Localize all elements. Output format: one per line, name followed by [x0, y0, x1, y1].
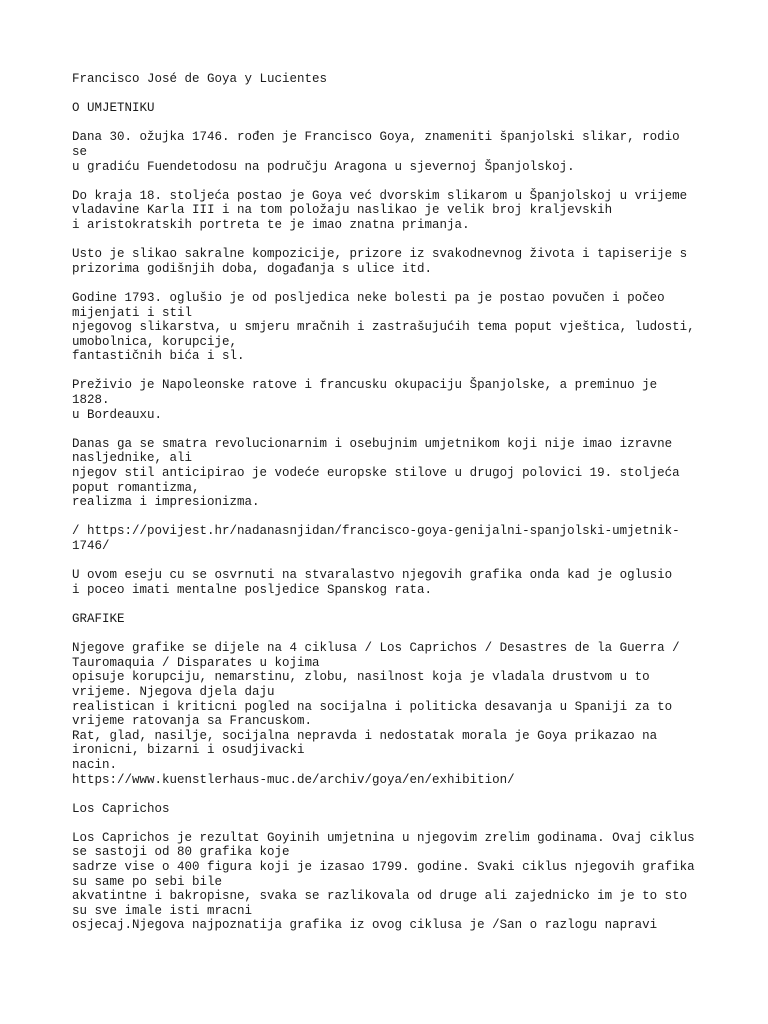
- text-line: nasljednike, ali: [72, 451, 193, 466]
- text-line: u gradiću Fuendetodosu na području Aragona u sjevernoj Španjolskoj.: [72, 159, 575, 174]
- text-line: 1828.: [72, 393, 110, 408]
- text-line: Los Caprichos je rezultat Goyinih umjetnina u njegovim zrelim godinama. Ovaj ciklus: [72, 830, 695, 845]
- text-line: vladavine Karla III i na tom položaju naslikao je velik broj kraljevskih: [72, 203, 613, 218]
- text-line: realistican i kriticni pogled na socijalna i politicka desavanja u Spaniji za to: [72, 699, 673, 714]
- text-line: su same po sebi bile: [72, 874, 223, 889]
- paragraph-legacy: [72, 437, 712, 510]
- paragraph-sacral-compositions: [72, 247, 712, 276]
- blank-line: [72, 816, 712, 831]
- paragraph-napoleonic-wars: [72, 378, 712, 422]
- text-line: Do kraja 18. stoljeća postao je Goya već dvorskim slikarom u Španjolskoj u vrijeme: [72, 188, 688, 203]
- section-heading-los-caprichos: Los Caprichos: [72, 801, 170, 816]
- text-line: Preživio je Napoleonske ratove i francusku okupaciju Španjolske, a preminuo je: [72, 378, 658, 393]
- text-line: se sastoji od 80 grafika koje: [72, 845, 290, 860]
- text-line: njegovog slikarstva, u smjeru mračnih i zastrašujućih tema poput vještica, ludosti,: [72, 320, 695, 335]
- text-line: su sve imale isti mracni: [72, 903, 253, 918]
- text-line: Tauromaquia / Disparates u kojima: [72, 655, 320, 670]
- text-line: Godine 1793. oglušio je od posljedica neke bolesti pa je postao povučen i počeo: [72, 290, 665, 305]
- text-line: Danas ga se smatra revolucionarnim i osebujnim umjetnikom koji nije imao izravne: [72, 436, 673, 451]
- text-line: mijenjati i stil: [72, 305, 193, 320]
- text-line: Njegove grafike se dijele na 4 ciklusa / Los Caprichos / Desastres de la Guerra /: [72, 641, 680, 656]
- text-line: Usto je slikao sakralne kompozicije, prizore iz svakodnevnog života i tapiserije s: [72, 247, 688, 262]
- source-url-kuenstlerhaus: https://www.kuenstlerhaus-muc.de/archiv/goya/en/exhibition/: [72, 772, 515, 787]
- text-line: poput romantizma,: [72, 480, 200, 495]
- text-line: nacin.: [72, 757, 118, 772]
- blank-line: [72, 87, 712, 102]
- text-line: realizma i impresionizma.: [72, 495, 260, 510]
- text-line: osjecaj.Njegova najpoznatija grafika iz ovog ciklusa je /San o razlogu napravi: [72, 918, 658, 933]
- text-line: i poceo imati mentalne posljedice Spanskog rata.: [72, 582, 433, 597]
- blank-line: [72, 116, 712, 131]
- text-line: i aristokratskih portreta te je imao znatna primanja.: [72, 217, 470, 232]
- source-reference-povijest: [72, 524, 712, 553]
- paragraph-deafness: [72, 291, 712, 364]
- blank-line: [72, 276, 712, 291]
- document-title: Francisco José de Goya y Lucientes: [72, 72, 328, 86]
- text-line: u Bordeauxu.: [72, 407, 163, 422]
- blank-line: [72, 554, 712, 569]
- text-line: sadrze vise o 400 figura koji je izasao 1799. godine. Svaki ciklus njegovih grafika: [72, 860, 695, 875]
- blank-line: [72, 174, 712, 189]
- paragraph-birth: [72, 130, 712, 174]
- text-line: prizorima godišnjih doba, događanja s ulice itd.: [72, 261, 433, 276]
- paragraph-los-caprichos: [72, 831, 712, 933]
- section-heading-o-umjetniku: O UMJETNIKU: [72, 101, 155, 116]
- text-line: se: [72, 144, 88, 159]
- document-page: [72, 72, 712, 933]
- blank-line: [72, 597, 712, 612]
- blank-line: [72, 510, 712, 525]
- blank-line: [72, 627, 712, 642]
- text-line: vrijeme. Njegova djela daju: [72, 684, 275, 699]
- blank-line: [72, 422, 712, 437]
- text-line: opisuje korupciju, nemarstinu, zlobu, nasilnost koja je vladala drustvom u to: [72, 670, 650, 685]
- blank-line: [72, 364, 712, 379]
- text-line: Rat, glad, nasilje, socijalna nepravda i nedostatak morala je Goya prikazao na: [72, 728, 658, 743]
- text-line: Dana 30. ožujka 1746. rođen je Francisco Goya, znameniti španjolski slikar, rodio: [72, 130, 680, 145]
- text-line: U ovom eseju cu se osvrnuti na stvaralastvo njegovih grafika onda kad je oglusio: [72, 568, 673, 583]
- text-line: ironicni, bizarni i osudjivacki: [72, 743, 305, 758]
- text-line: njegov stil anticipirao je vodeće europske stilove u drugoj polovici 19. stoljeća: [72, 466, 680, 481]
- text-line: umobolnica, korupcije,: [72, 334, 238, 349]
- text-line: vrijeme ratovanja sa Francuskom.: [72, 714, 313, 729]
- paragraph-essay-intro: [72, 568, 712, 597]
- paragraph-grafike: [72, 641, 712, 787]
- text-line: / https://povijest.hr/nadanasnjidan/francisco-goya-genijalni-spanjolski-umjetnik-: [72, 524, 680, 539]
- text-line: 1746/: [72, 539, 110, 553]
- paragraph-court-painter: [72, 189, 712, 233]
- text-line: fantastičnih bića i sl.: [72, 349, 245, 364]
- text-line: akvatintne i bakropisne, svaka se razlikovala od druge ali zajednicko im je to sto: [72, 889, 688, 904]
- blank-line: [72, 787, 712, 802]
- blank-line: [72, 233, 712, 248]
- section-heading-grafike: GRAFIKE: [72, 611, 125, 626]
